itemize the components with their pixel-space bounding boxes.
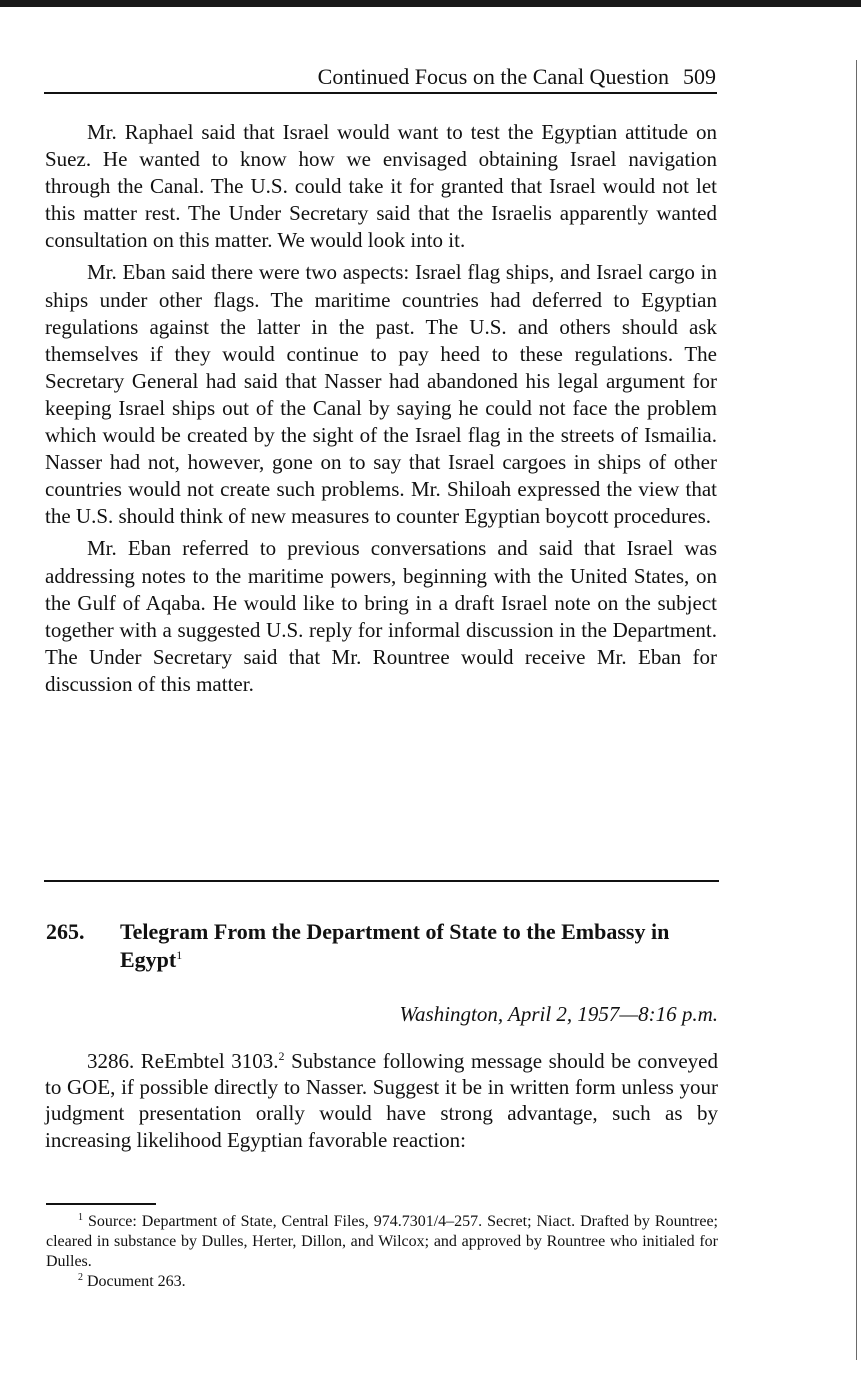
running-head-title: Continued Focus on the Canal Question	[317, 64, 669, 89]
footnote-ref-1: 1	[176, 948, 183, 962]
document-title: Telegram From the Department of State to the Embassy in Egypt	[120, 919, 670, 972]
footnote-1	[46, 1212, 718, 1272]
dateline: Washington, April 2, 1957—8:16 p.m.	[399, 1002, 718, 1026]
header-rule	[44, 92, 717, 94]
footnote-mark-2: 2	[78, 1272, 83, 1283]
footnote-mark-1: 1	[78, 1212, 83, 1223]
paragraph-raphael: Mr. Raphael said that Israel would want to test the Egyptian attitude on Suez. He wanted to know how we envisaged obtaining Israel navigation through the Canal. The U.S. could take it for granted that Israel would not let this matter rest. The Under Secretary said that the Israelis apparently wanted consultation on this matter. We would look into it.	[45, 120, 717, 253]
footnote-rule	[46, 1203, 156, 1205]
footnote-2-text: Document 263.	[83, 1273, 186, 1290]
telegram-opening: 3286. ReEmbtel 3103.	[87, 1049, 279, 1073]
telegram-body	[45, 1048, 718, 1153]
telegram-text: Substance following message should be conveyed to GOE, if possible directly to Nasser. Suggest it be in written form unless your judgment presentation orally would have strong advantage, such as by increasing likelihood Egyptian favorable reaction:	[45, 1049, 718, 1152]
document-title-block	[120, 918, 718, 974]
running-head	[44, 62, 716, 92]
document-number: 265.	[46, 919, 85, 944]
paragraph-eban-notes: Mr. Eban referred to previous conversations and said that Israel was addressing notes to the maritime powers, beginning with the United States, on the Gulf of Aqaba. He would like to bring in a draft Israel note on the subject together with a suggested U.S. reply for informal discussion in the Department. The Under Secretary said that Mr. Rountree would receive Mr. Eban for discussion of this matter.	[45, 536, 717, 696]
footnote-ref-2: 2	[278, 1049, 285, 1063]
footnote-1-text: Source: Department of State, Central Files, 974.7301/4–257. Secret; Niact. Drafted by Rountree; cleared in substance by Dulles, Herter, Dillon, and Wilcox; and approved by Rountree who initialed for Dulles.	[46, 1213, 718, 1270]
paragraph-eban-aspects: Mr. Eban said there were two aspects: Israel flag ships, and Israel cargo in ships under other flags. The maritime countries had deferred to Egyptian regulations against the latter in the past. The U.S. and others should ask themselves if they would continue to pay heed to these regulations. The Secretary General had said that Nasser had abandoned his legal argument for keeping Israel ships out of the Canal by saying he could not face the problem which would be created by the sight of the Israel flag in the streets of Ismailia. Nasser had not, however, gone on to say that Israel cargoes in ships of other countries would not create such problems. Mr. Shiloah expressed the view that the U.S. should think of new measures to counter Egyptian boycott procedures.	[45, 260, 717, 529]
section-divider	[44, 880, 719, 882]
footnotes	[46, 1212, 718, 1292]
footnote-2	[46, 1272, 718, 1292]
page-top-border	[0, 0, 861, 7]
page-number: 509	[683, 64, 716, 89]
telegram-paragraph	[45, 1048, 718, 1153]
body-text	[45, 119, 717, 703]
page-edge-line	[856, 60, 857, 1360]
document-heading	[46, 918, 718, 974]
